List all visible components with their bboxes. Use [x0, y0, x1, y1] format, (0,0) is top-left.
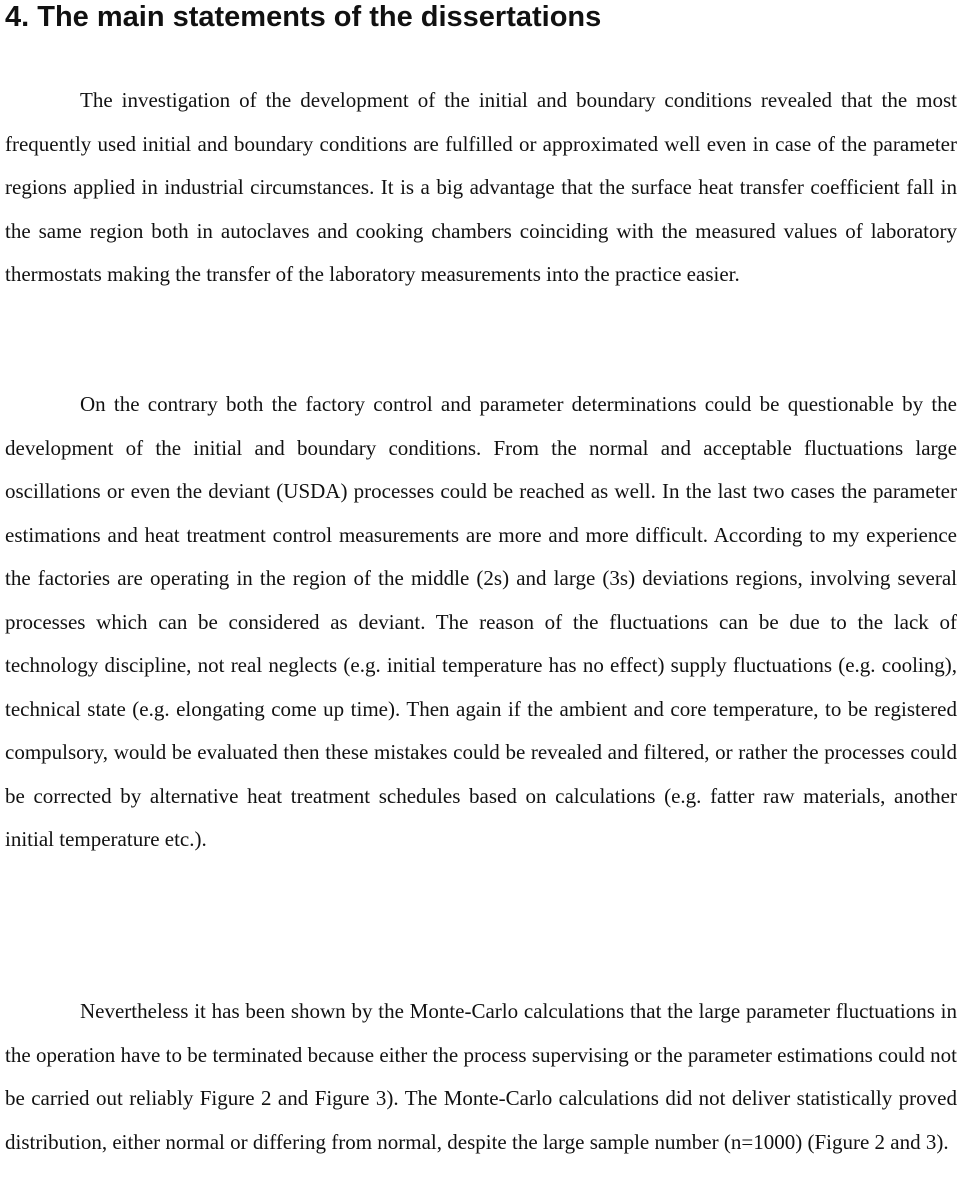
- paragraph-factory-control: On the contrary both the factory control and parameter determinations could be questionable by the development of the initial and boundary conditions. From the normal and acceptable fluctuations large oscillations or even the deviant (USDA) processes could be reached as well. In the last two cases the parameter estimations and heat treatment control measurements are more and more difficult. According to my experience the factories are operating in the region of the middle (2s) and large (3s) deviations regions, involving several processes which can be considered as deviant. The reason of the fluctuations can be due to the lack of technology discipline, not real neglects (e.g. initial temperature has no effect) supply fluctuations (e.g. cooling), technical state (e.g. elongating come up time). Then again if the ambient and core temperature, to be registered compulsory, would be evaluated then these mistakes could be revealed and filtered, or rather the processes could be corrected by alternative heat treatment schedules based on calculations (e.g. fatter raw materials, another initial temperature etc.).: [5, 392, 957, 851]
- section-heading: 4. The main statements of the dissertations: [5, 1, 602, 33]
- paragraph-monte-carlo: Nevertheless it has been shown by the Monte-Carlo calculations that the large parameter fluctuations in the operation have to be terminated because either the process supervising or the parameter estimations could not be carried out reliably Figure 2 and Figure 3). The Monte-Carlo calculations did not deliver statistically proved distribution, either normal or differing from normal, despite the large sample number (n=1000) (Figure 2 and 3).: [5, 999, 957, 1154]
- paragraph-initial-boundary-conditions: The investigation of the development of the initial and boundary conditions revealed that the most frequently used initial and boundary conditions are fulfilled or approximated well even in case of the parameter regions applied in industrial circumstances. It is a big advantage that the surface heat transfer coefficient fall in the same region both in autoclaves and cooking chambers coinciding with the measured values of laboratory thermostats making the transfer of the laboratory measurements into the practice easier.: [5, 88, 957, 286]
